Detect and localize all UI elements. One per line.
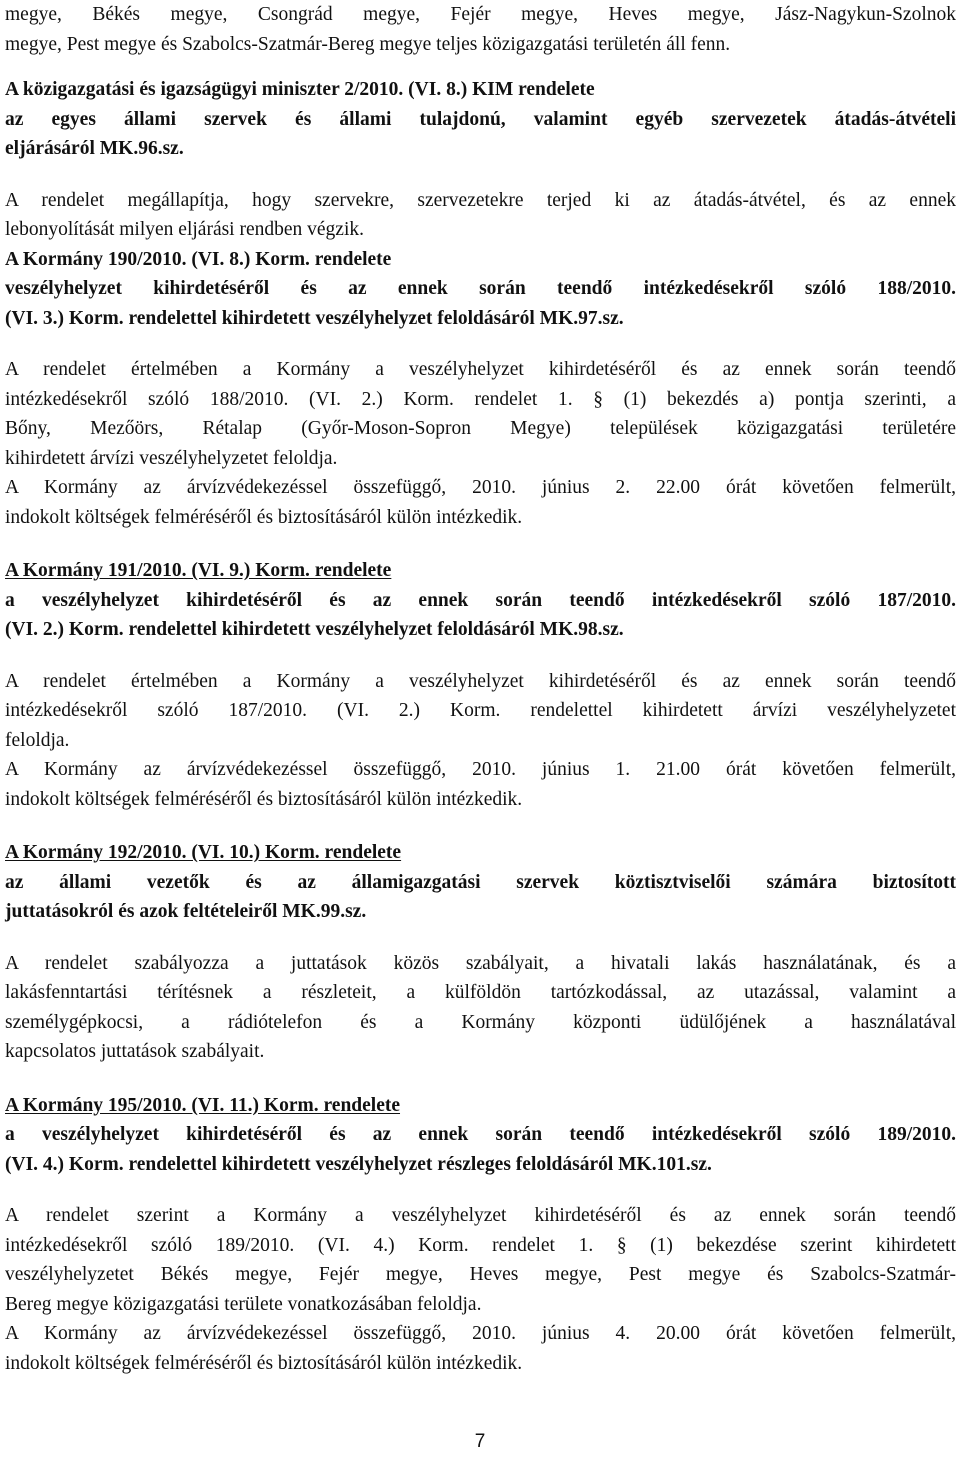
summary-line: A Kormány az árvízvédekezéssel összefüggő, 2010. június 1. 21.00 órát követően felmerült, xyxy=(5,759,956,780)
summary-line: A Kormány az árvízvédekezéssel összefüggő, 2010. június 4. 20.00 órát követően felmerült, xyxy=(5,1323,956,1344)
summary-line: A rendelet értelmében a Kormány a veszélyhelyzet kihirdetéséről és az ennek során teendő xyxy=(5,670,956,692)
summary-line: indokolt költségek felméréséről és biztosításáról külön intézkedik. xyxy=(5,1352,523,1374)
summary-line: A rendelet szerint a Kormány a veszélyhelyzet kihirdetéséről és az ennek során teendő xyxy=(5,1205,956,1226)
summary-line: A Kormány az árvízvédekezéssel összefüggő, 2010. június 2. 22.00 órát követően felmerült, xyxy=(5,477,956,498)
decree-title: A Kormány 191/2010. (VI. 9.) Korm. rendelete xyxy=(5,560,392,581)
decree-subject-line: (VI. 2.) Korm. rendelettel kihirdetett veszélyhelyzet feloldásáról MK.98.sz. xyxy=(5,619,624,640)
summary-line: Bőny, Mezőörs, Rétalap (Győr-Moson-Sopron Megye) települések közigazgatási területére xyxy=(5,418,956,439)
decree-subject-line: az egyes állami szervek és állami tulajdonú, valamint egyéb szervezetek átadás-átvételi xyxy=(5,108,956,130)
paragraph-line: megye, Pest megye és Szabolcs-Szatmár-Bereg megye teljes közigazgatási területén áll fenn. xyxy=(5,33,731,55)
summary-line: indokolt költségek felméréséről és biztosításáról külön intézkedik. xyxy=(5,788,523,810)
summary-line: veszélyhelyzetet Békés megye, Fejér megye, Heves megye, Pest megye és Szabolcs-Szatmár- xyxy=(5,1264,956,1285)
spacer xyxy=(5,59,956,75)
summary-line: kihirdetett árvízi veszélyhelyzetet feloldja. xyxy=(5,447,338,469)
decree-subject-line: eljárásáról MK.96.sz. xyxy=(5,138,184,159)
summary-line: feloldja. xyxy=(5,729,70,751)
decree-subject-line: veszélyhelyzet kihirdetéséről és az ennek során teendő intézkedésekről szóló 188/2010. xyxy=(5,278,956,299)
decree-title: A közigazgatási és igazságügyi miniszter 2/2010. (VI. 8.) KIM rendelete xyxy=(5,79,595,100)
spacer xyxy=(5,164,956,186)
summary-line: intézkedésekről szóló 189/2010. (VI. 4.) Korm. rendelet 1. § (1) bekezdése szerint kihirdetett xyxy=(5,1234,956,1256)
decree-section-kim xyxy=(5,75,956,245)
decree-section-195 xyxy=(5,1091,956,1379)
spacer xyxy=(5,333,956,355)
decree-title: A Kormány 192/2010. (VI. 10.) Korm. rendelete xyxy=(5,842,402,863)
decree-section-190 xyxy=(5,245,956,533)
summary-line: személygépkocsi, a rádiótelefon és a Kormány központi üdülőjének a használatával xyxy=(5,1011,956,1033)
summary-line: Bereg megye közigazgatási területe vonatkozásában feloldja. xyxy=(5,1293,482,1315)
spacer xyxy=(5,1067,956,1091)
summary-line: A rendelet értelmében a Kormány a veszélyhelyzet kihirdetéséről és az ennek során teendő xyxy=(5,359,956,380)
summary-line: A rendelet megállapítja, hogy szervekre, szervezetekre terjed ki az átadás-átvétel, és az ennek xyxy=(5,189,956,211)
spacer xyxy=(5,814,956,838)
summary-line: intézkedésekről szóló 187/2010. (VI. 2.) Korm. rendelettel kihirdetett árvízi veszélyhelyzetet xyxy=(5,700,956,721)
summary-line: intézkedésekről szóló 188/2010. (VI. 2.) Korm. rendelet 1. § (1) bekezdés a) pontja szerinti, a xyxy=(5,388,956,410)
decree-subject-line: juttatásokról és azok feltételeiről MK.99.sz. xyxy=(5,901,367,922)
summary-line: lakásfenntartási térítésnek a részleteit, a külföldön tartózkodással, az utazással, valamint a xyxy=(5,982,956,1003)
summary-line: lebonyolítását milyen eljárási rendben végzik. xyxy=(5,219,365,240)
decree-subject-line: a veszélyhelyzet kihirdetéséről és az ennek során teendő intézkedésekről szóló 189/2010. xyxy=(5,1124,956,1145)
spacer xyxy=(5,1179,956,1201)
decree-subject-line: (VI. 4.) Korm. rendelettel kihirdetett veszélyhelyzet részleges feloldásáról MK.101.sz. xyxy=(5,1153,712,1175)
summary-line: A rendelet szabályozza a juttatások közös szabályait, a hivatali lakás használatának, és a xyxy=(5,952,956,974)
spacer xyxy=(5,645,956,667)
decree-section-192 xyxy=(5,838,956,1067)
decree-subject-line: az állami vezetők és az államigazgatási szervek köztisztviselői számára biztosított xyxy=(5,871,956,893)
decree-subject-line: a veszélyhelyzet kihirdetéséről és az ennek során teendő intézkedésekről szóló 187/2010. xyxy=(5,589,956,611)
decree-title: A Kormány 190/2010. (VI. 8.) Korm. rendelete xyxy=(5,248,392,270)
summary-line: indokolt költségek felméréséről és biztosításáról külön intézkedik. xyxy=(5,506,523,528)
page-number: 7 xyxy=(474,1431,486,1452)
spacer xyxy=(5,927,956,949)
decree-title: A Kormány 195/2010. (VI. 11.) Korm. rendelete xyxy=(5,1094,401,1116)
continuation-paragraph xyxy=(5,0,956,59)
paragraph-line: megye, Békés megye, Csongrád megye, Fejér megye, Heves megye, Jász-Nagykun-Szolnok xyxy=(5,4,956,25)
decree-subject-line: (VI. 3.) Korm. rendelettel kihirdetett veszélyhelyzet feloldásáról MK.97.sz. xyxy=(5,307,624,329)
summary-line: kapcsolatos juttatások szabályait. xyxy=(5,1041,265,1062)
spacer xyxy=(5,532,956,556)
document-page xyxy=(5,0,956,1378)
decree-section-191 xyxy=(5,556,956,814)
